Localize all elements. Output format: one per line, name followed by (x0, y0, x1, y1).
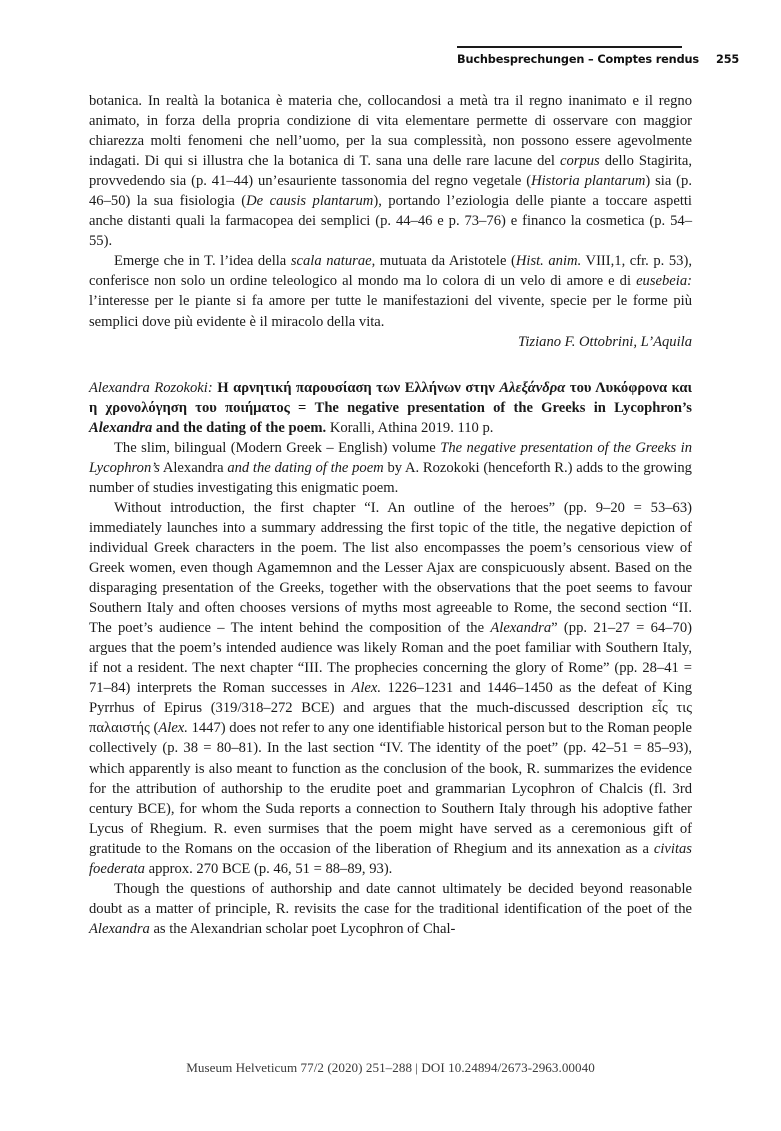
italic-alexandra-1: Alexandra (490, 620, 552, 637)
text-run: approx. 270 BCE (p. 46, 51 = 88–89, 93). (144, 860, 393, 877)
italic-corpus: corpus (559, 153, 600, 170)
text-run: ), portando l’eziologia delle piante a toccare aspetti anche distanti quali la farmacopea dei semplici (p. 44–46 e p. 73–76) e financo la cosmetica (p. 54–55). (89, 193, 692, 250)
paragraph-review2-second (89, 498, 692, 879)
paragraph-review1-second (89, 251, 692, 331)
text-run: The slim, bilingual (Modern Greek – English) volume (114, 439, 441, 456)
text-run: VIII,1, cfr. p. 53), conferisce non solo un ordine teleologico al mondo ma lo colora di un velo di amore e di (89, 253, 692, 290)
entry-title-alexandra-latin: Alexandra (89, 419, 153, 436)
italic-volume-title-a: The negative presentation of the Greeks in Lycophron’s (89, 439, 692, 476)
italic-alex-1: Alex. (351, 680, 381, 697)
text-run: 1447) does not refer to any one identifiable historical person but to the Roman people collectively (p. 38 = 80–81). In the last section “IV. The identity of the poet” (pp. 42–51 = 85–93), which apparently is also meant to function as the conclusion of the book, R. summarizes the evidence for the attribution of authorship to the erudite poet and grammarian Lycophron of Chalcis (fl. 3rd century BCE), for whom the Suda reports a connection to Southern Italy through his adoptive father Lycus of Rhegium. R. even surmises that the poem might have served as a ceremonious gift of gratitude to the Romans on the occasion of the liberation of Rhegium and its annexation as a (89, 720, 692, 857)
italic-eusebeia: eusebeia: (636, 273, 692, 290)
text-run: Without introduction, the first chapter “I. An outline of the heroes” (pp. 9–20 = 53–63) immediately launches into a summary addressing the first topic of the title, the negative depiction of individual Greek characters in the poem. The list also encompasses the poem’s censorious view of Greek women, even though Agamemnon and the Lesser Ajax are conspicuously absent. Based on the disparaging presentation of the Greeks, together with the observations that the poet seems to favour Southern Italy and often chooses versions of myths most agreeable to Rome, the second section “II. The poet’s audience – The intent behind the composition of the (89, 499, 692, 637)
text-run: botanica. In realtà la botanica è materia che, collocandosi a metà tra il regno inanimato e il regno animato, in forza della propria condizione di vita elementare permette di osservare con maggior chiarezza molti fenomeni che nell’uomo, per la sua complessità, non possono essere agevolmente indagati. Di qui si illustra che la botanica di T. sana una delle rare lacune del (89, 93, 692, 170)
italic-volume-title-b: and the dating of the poem (227, 459, 384, 476)
paragraph-review1-continuation (89, 91, 692, 251)
text-run: ” (pp. 21–27 = 64–70) argues that the poem’s intended audience was likely Roman and the poet familiar with Southern Italy, if not a resident. The next chapter “III. The prophecies concerning the glory of Rome” (pp. 28–41 = 71–84) interprets the Roman successes in (89, 620, 692, 697)
text-column (89, 91, 692, 939)
text-run: 1226–1231 and 1446–1450 as the defeat of King Pyrrhus of Epirus (319/318–272 BCE) and argues that the much-discussed description εἷς τις παλαιστής ( (89, 680, 692, 737)
page-number: 255 (715, 53, 740, 67)
bibliographic-entry-heading (89, 378, 692, 438)
footer-citation: Museum Helveticum 77/2 (2020) 251–288 | DOI 10.24894/2673-2963.00040 (186, 1060, 595, 1075)
italic-scala-naturae: scala naturae (290, 253, 372, 270)
italic-alexandra-2: Alexandra (89, 920, 150, 937)
text-run: dello Stagirita, provvedendo sia (p. 41–44) un’esauriente tassonomia del regno vegetale ( (89, 153, 692, 190)
paragraph-review2-third (89, 879, 692, 939)
italic-historia-plantarum: Historia plantarum (531, 173, 646, 190)
text-run: Though the questions of authorship and date cannot ultimately be decided beyond reasonable doubt as a matter of principle, R. revisits the case for the traditional identification of the poet of the (89, 880, 692, 917)
roman-alexandra: Alexandra (159, 459, 228, 476)
running-head-rule (457, 46, 682, 48)
text-run: ) sia (p. 46–50) la sua fisiologia ( (89, 173, 692, 210)
entry-author: Alexandra Rozokoki: (89, 379, 213, 396)
entry-title-english-b: and the dating of the poem. (152, 419, 327, 436)
entry-title-greek-a: Η αρνητική παρουσίαση των Ελλήνων στην (212, 379, 500, 396)
text-run: l’interesse per le piante si fa amore per tutte le manifestazioni del vivente, specie per le forme più semplici dove più evidente è il miracolo della vita. (89, 293, 692, 330)
italic-de-causis-plantarum: De causis plantarum (246, 193, 374, 210)
paragraph-review2-first (89, 438, 692, 498)
text-run: as the Alexandrian scholar poet Lycophron of Chal- (149, 920, 456, 937)
text-run: by A. Rozokoki (henceforth R.) adds to the growing number of studies investigating this enigmatic poem. (89, 459, 692, 496)
italic-alex-2: Alex. (158, 720, 188, 737)
running-head-line (457, 53, 740, 67)
running-head-title: Buchbesprechungen – Comptes rendus (457, 53, 699, 67)
italic-civitas-foederata: civitas foederata (89, 840, 692, 877)
section-spacer (89, 352, 692, 378)
text-run: Emerge che in T. l’idea della (114, 253, 291, 270)
italic-hist-anim: Hist. anim. (515, 253, 582, 270)
entry-title-alexandra-greek: Αλεξάνδρα (499, 379, 566, 396)
text-run: , mutuata da Aristotele ( (371, 253, 516, 270)
reviewer-signature: Tiziano F. Ottobrini, L’Aquila (518, 333, 692, 350)
entry-publication-info: Koralli, Athina 2019. 110 p. (326, 419, 494, 436)
running-head (457, 46, 740, 67)
entry-title-greek-b: του Λυκόφρονα και η χρονολόγηση του ποιήματος = The negative presentation of the Greeks in Lycophron’s (89, 379, 692, 416)
